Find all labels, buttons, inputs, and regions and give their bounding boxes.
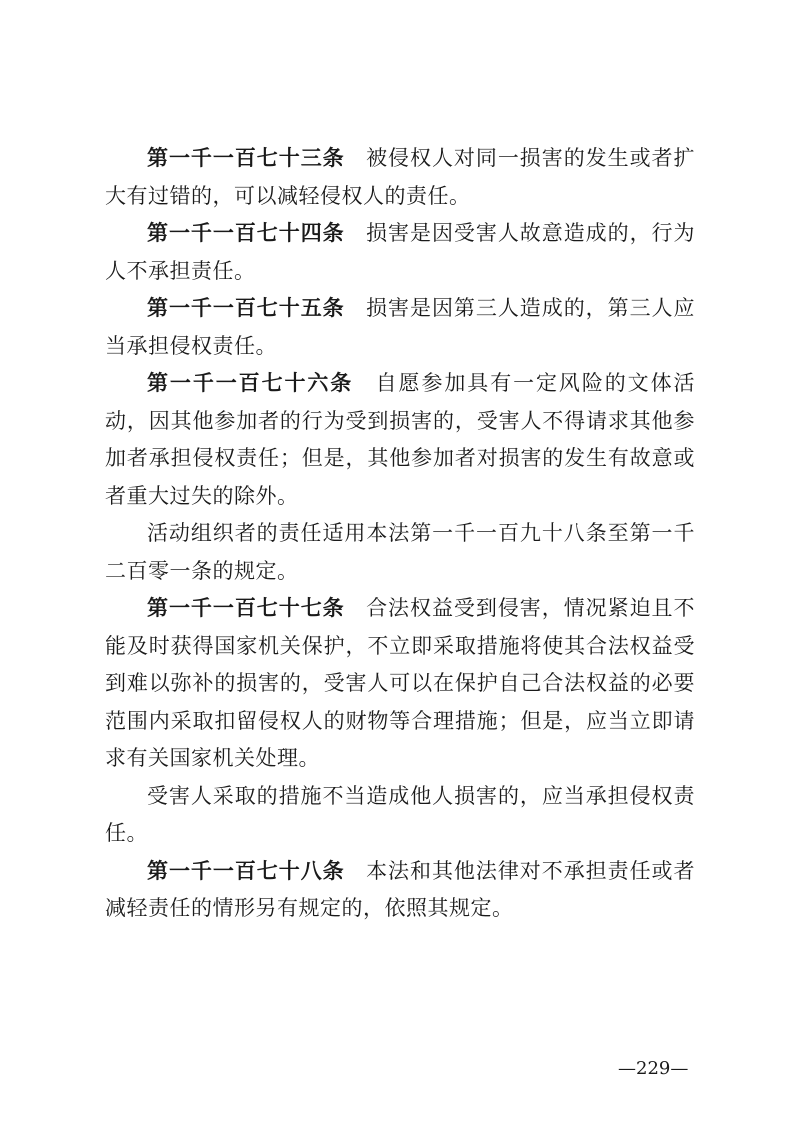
article-text: 本法和其他法律对不承担责任或者减轻责任的情形另有规定的，依照其规定。 <box>105 858 695 920</box>
article-1178 <box>105 853 695 928</box>
article-text: 损害是因受害人故意造成的，行为人不承担责任。 <box>105 221 695 283</box>
article-text: 损害是因第三人造成的，第三人应当承担侵权责任。 <box>105 296 695 358</box>
article-text: 被侵权人对同一损害的发生或者扩大有过错的，可以减轻侵权人的责任。 <box>105 146 695 208</box>
article-1174 <box>105 215 695 290</box>
article-text: 自愿参加具有一定风险的文体活动，因其他参加者的行为受到损害的，受害人不得请求其他参加者承担侵权责任；但是，其他参加者对损害的发生有故意或者重大过失的除外。 <box>105 371 696 508</box>
article-1176 <box>105 365 695 515</box>
article-1173 <box>105 140 695 215</box>
article-number: 第一千一百七十七条 <box>147 596 345 620</box>
paragraph-text: 活动组织者的责任适用本法第一千一百九十八条至第一千二百零一条的规定。 <box>105 521 695 583</box>
article-number: 第一千一百七十三条 <box>147 146 345 170</box>
paragraph-text: 受害人采取的措施不当造成他人损害的，应当承担侵权责任。 <box>105 783 695 845</box>
page-number: —229— <box>618 1058 689 1079</box>
article-1177-paragraph-2 <box>105 778 695 853</box>
article-text: 合法权益受到侵害，情况紧迫且不能及时获得国家机关保护，不立即采取措施将使其合法权益受到难以弥补的损害的，受害人可以在保护自己合法权益的必要范围内采取扣留侵权人的财物等合理措施；但是，应当立即请求有关国家机关处理。 <box>105 596 695 770</box>
article-number: 第一千一百七十五条 <box>147 296 345 320</box>
article-number: 第一千一百七十六条 <box>147 371 354 395</box>
article-number: 第一千一百七十八条 <box>147 858 345 883</box>
document-body <box>105 140 695 928</box>
article-1176-paragraph-2 <box>105 515 695 590</box>
article-1177 <box>105 590 695 778</box>
article-number: 第一千一百七十四条 <box>147 221 345 245</box>
article-1175 <box>105 290 695 365</box>
